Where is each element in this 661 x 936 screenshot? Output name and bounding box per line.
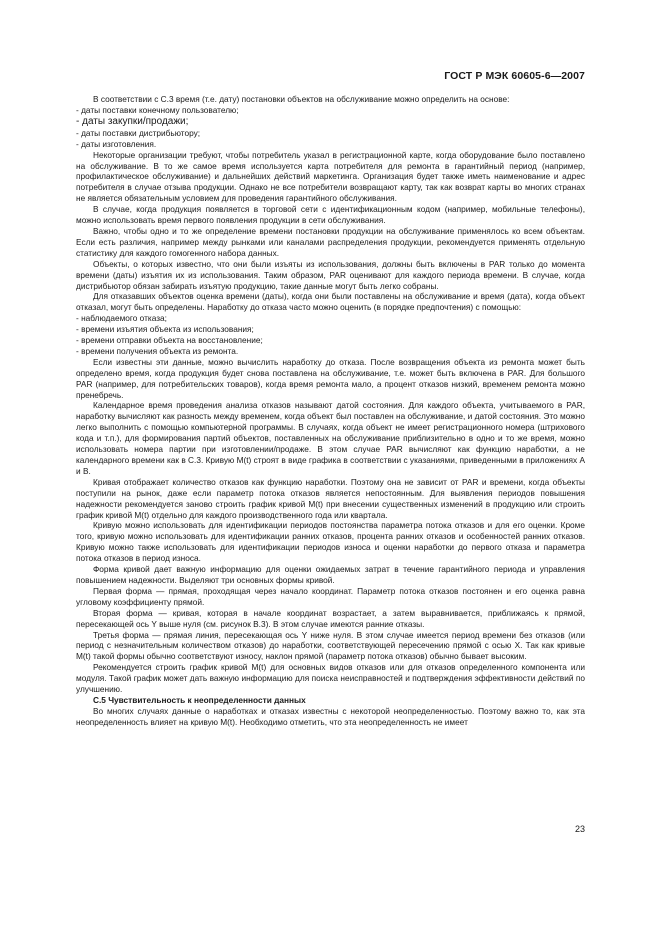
paragraph: Вторая форма — кривая, которая в начале координат возрастает, а затем выравнивается, приближаясь к прямой, пересекающей ось Y выше нуля (см. рисунок В.3). В этом случае имеются ранние отказы. xyxy=(76,607,585,629)
document-body xyxy=(76,94,585,728)
paragraph: Важно, чтобы одно и то же определение времени постановки продукции на обслуживание применялось ко всем объектам. Если есть различия, например между рынками или каналами распределения продукции, рекомендуется применять отдельную статистику для каждого гомогенного набора данных. xyxy=(76,225,585,258)
paragraph: Первая форма — прямая, проходящая через начало координат. Параметр потока отказов постоянен и его оценка равна угловому коэффициенту прямой. xyxy=(76,585,585,607)
paragraph: В соответствии с С.3 время (т.е. дату) постановки объектов на обслуживание можно определить на основе: xyxy=(93,94,510,104)
list-item: - даты изготовления. xyxy=(76,138,157,149)
paragraph: Во многих случаях данные о наработках и отказах известны с некоторой неопределенностью. Поэтому важно то, как эта неопределенность влияет на кривую M(t). Необходимо отметить, что эта неопределенность не имеет xyxy=(76,705,585,727)
page-number: 23 xyxy=(574,824,585,834)
paragraph: Некоторые организации требуют, чтобы потребитель указал в регистрационной карте, когда оборудование было поставлено на обслуживание. В то же самое время используется карта потребителя для ремонта в гарантийный период (например, профилактическое обслуживание) и дальнейших действий маркетинга. Организация будет также иметь наименование и адрес потребителя в случае отзыва продукции. Однако не все потребители возвращают карту, так как возврат карты во многих странах не является обязательным условием для проведения гарантийного обслуживания. xyxy=(76,149,585,204)
list-item: - даты закупки/продажи; xyxy=(76,115,189,127)
paragraph: В случае, когда продукция появляется в торговой сети с идентификационным кодом (например, мобильные телефоны), можно использовать время первого появления продукции в сети обслуживания. xyxy=(76,204,585,226)
paragraph: Форма кривой дает важную информацию для оценки ожидаемых затрат в течение гарантийного периода и управления повышением надежности. Выделяют три основных формы кривой. xyxy=(76,564,585,585)
paragraph: Рекомендуется строить график кривой M(t) для основных видов отказов или для отказов определенного компонента или модуля. Такой график может дать важную информацию для поиска неисправностей и подтверждения эффективности действий по улучшению. xyxy=(76,662,585,695)
list-item: - времени отправки объекта на восстановление; xyxy=(76,335,263,346)
paragraph: Объекты, о которых известно, что они были изъяты из использования, должны быть включены в PAR только до момента времени (даты) изъятия их из использования. Таким образом, PAR оценивают для каждого периода времени. В случае, когда дистрибьютор обязан забирать изъятую продукцию, такие данные могут быть легко собраны. xyxy=(76,258,585,291)
paragraph: Кривая отображает количество отказов как функцию наработки. Поэтому она не зависит от PAR и времени, когда объекты поступили на рынок, даже если параметр потока отказов является непостоянным. Для выявления периодов повышения надежности рекомендуется заново строить график кривой M(t) при внесении существенных изменений в продукцию или строить график кривой M(t) отдельно для каждого производственного года или квартала. xyxy=(76,476,585,520)
paragraph: Календарное время проведения анализа отказов называют датой состояния. Для каждого объекта, учитываемого в PAR, наработку вычисляют как разность между временем, когда объект был поставлен на обслуживание, и датой состояния. Это можно легко выполнить с помощью компьютерной программы. В случаях, когда объект не имеет регистрационного номера (штрихового кода и т.п.), для формирования партий объектов, поставленных на обслуживание приблизительно в одно и то же время, можно использовать номера партии при изготовлении/продаже. В этом случае PAR вычисляют как функцию наработки, а не календарного времени как в С.3. Кривую M(t) строят в виде графика в соответствии с указаниями, приведенными в приложениях А и В. xyxy=(76,400,585,476)
list-item: - времени изъятия объекта из использования; xyxy=(76,324,254,335)
document-header: ГОСТ Р МЭК 60605-6—2007 xyxy=(444,70,585,82)
paragraph: Третья форма — прямая линия, пересекающая ось Y ниже нуля. В этом случае имеется период времени без отказов (или период с незначительным количеством отказов) до наработки, соответствующей пересечению прямой с осью X. Так как кривые M(t) такой формы обычно соответствуют износу, наклон прямой (параметр потока отказов) обычно бывает высоким. xyxy=(76,629,585,662)
section-heading: С.5 Чувствительность к неопределенности данных xyxy=(93,694,306,705)
paragraph: Для отказавших объектов оценка времени (даты), когда они были поставлены на обслуживание и время (дата), когда объект отказал, могут быть определены. Наработку до отказа часто можно оценить (в порядке предпочтения) с помощью: xyxy=(76,291,585,313)
list-item: - наблюдаемого отказа; xyxy=(76,313,167,324)
paragraph: Кривую можно использовать для идентификации периодов постоянства параметра потока отказов и для его оценки. Кроме того, кривую можно использовать для идентификации ранних отказов, процента ранних отказов и особенностей ранних отказов. Кривую можно также использовать для идентификации периодов износа и оценки наработки до первого отказа и параметра потока отказов в период износа. xyxy=(76,520,585,564)
list-item: - времени получения объекта из ремонта. xyxy=(76,345,239,356)
list-item: - даты поставки дистрибьютору; xyxy=(76,127,201,138)
paragraph: Если известны эти данные, можно вычислить наработку до отказа. После возвращения объекта из ремонта может быть определено время, когда продукция будет снова поставлена на обслуживание, т.е. может быть включена в PAR. Для большого PAR (например, для потребительских товаров), когда время ремонта мало, а процент отказов низкий, временем ремонта можно пренебречь. xyxy=(76,356,585,400)
list-item: - даты поставки конечному пользователю; xyxy=(76,104,239,115)
